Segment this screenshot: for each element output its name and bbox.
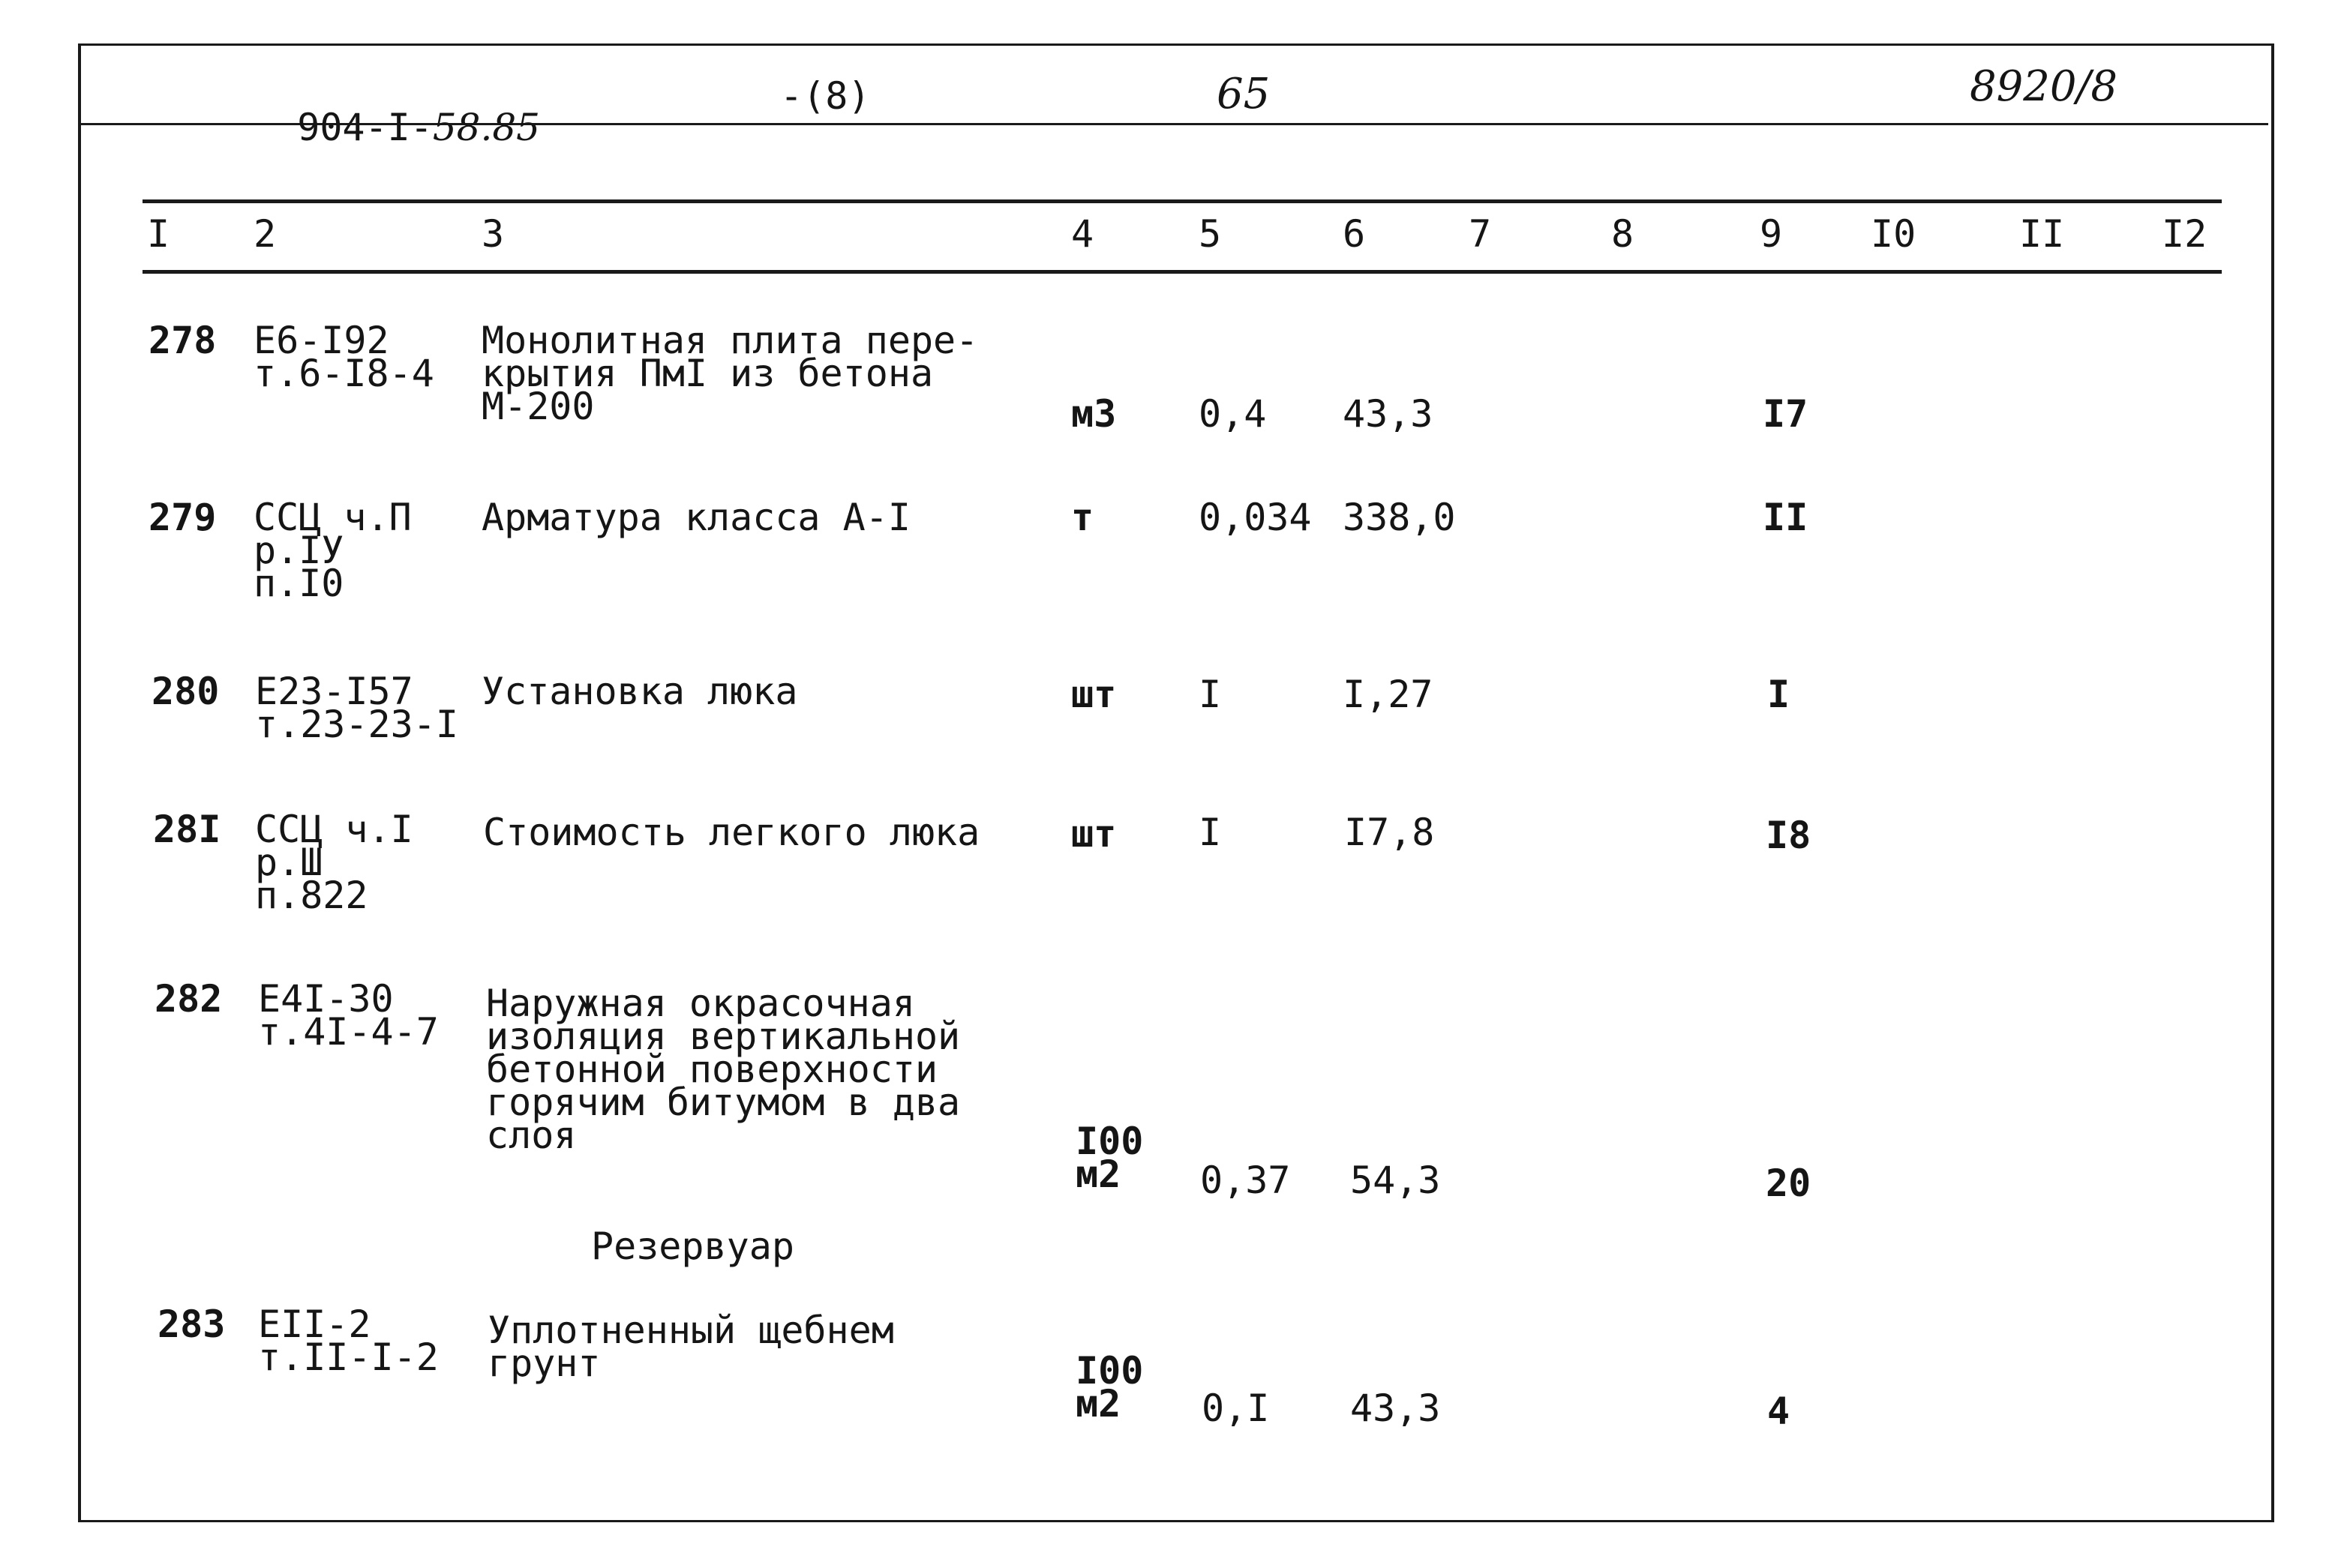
- col-header-9: 9: [1760, 212, 1783, 256]
- row-description: Наружная окрасочная изоляция вертикальной бетонной поверхности горячим битумом в два слоя: [486, 982, 961, 1157]
- row-quantity: 0,37: [1200, 1159, 1291, 1202]
- row-col9: II: [1763, 496, 1808, 539]
- row-price: I,27: [1343, 673, 1433, 716]
- row-price: 43,3: [1350, 1387, 1441, 1430]
- col-header-10: I0: [1871, 212, 1916, 256]
- row-description: Установка люка: [482, 670, 798, 713]
- row-col9: 4: [1767, 1390, 1790, 1433]
- row-price: 338,0: [1343, 496, 1456, 539]
- row-price: 54,3: [1350, 1159, 1441, 1202]
- row-number: 278: [149, 319, 217, 362]
- col-header-8: 8: [1611, 212, 1634, 256]
- col-header-5: 5: [1199, 212, 1222, 256]
- row-code: E4I-30 т.4I-4-7: [258, 977, 439, 1054]
- page-number: 65: [1217, 70, 1271, 118]
- row-unit: I00 м2: [1076, 1120, 1144, 1196]
- row-quantity: 0,4: [1199, 392, 1267, 436]
- archive-number: 8920/8: [1970, 62, 2118, 111]
- row-price: 43,3: [1343, 392, 1433, 436]
- row-number: 282: [155, 977, 223, 1021]
- row-col9: I: [1767, 673, 1790, 716]
- row-col9: 20: [1766, 1162, 1811, 1205]
- table-header-rule: [143, 270, 2222, 274]
- col-header-4: 4: [1071, 212, 1094, 256]
- document-code: [252, 78, 540, 149]
- row-description: Арматура класса А-I: [482, 496, 911, 539]
- row-unit: т: [1071, 496, 1094, 539]
- row-number: 280: [152, 670, 220, 713]
- page-frame: [78, 43, 2274, 1522]
- col-header-6: 6: [1343, 212, 1366, 256]
- row-code: ССЦ ч.П р.IУ п.I0: [254, 496, 412, 605]
- row-unit: I00 м2: [1076, 1349, 1144, 1426]
- row-code: ССЦ ч.I р.Ш п.822: [255, 808, 413, 917]
- row-col9: I8: [1766, 814, 1811, 857]
- row-quantity: I: [1199, 673, 1222, 716]
- row-quantity: I: [1199, 811, 1222, 854]
- row-code: E6-I92 т.6-I8-4: [254, 319, 434, 395]
- row-description: Монолитная плита пере- крытия ПмI из бетона М-200: [482, 319, 979, 428]
- col-header-12: I2: [2162, 212, 2207, 256]
- col-header-2: 2: [254, 212, 277, 256]
- section-number: -(8): [780, 74, 871, 118]
- row-number: 283: [158, 1303, 226, 1346]
- row-code: EII-2 т.II-I-2: [258, 1303, 439, 1379]
- row-price: I7,8: [1344, 811, 1435, 854]
- col-header-11: II: [2019, 212, 2065, 256]
- document-code-printed: 904-I-: [297, 106, 433, 149]
- row-unit: шт: [1071, 812, 1117, 856]
- section-heading: Резервуар: [591, 1225, 794, 1268]
- col-header-3: 3: [482, 212, 505, 256]
- row-col9: I7: [1763, 392, 1808, 436]
- row-code: E23-I57 т.23-23-I: [255, 670, 458, 746]
- table-top-rule: [143, 199, 2222, 203]
- document-code-handwritten: 58.85: [432, 106, 540, 149]
- row-unit: м3: [1071, 392, 1117, 436]
- row-description: Стоимость легкого люка: [483, 811, 980, 854]
- col-header-7: 7: [1469, 212, 1492, 256]
- row-description: Уплотненный щебнем грунт: [488, 1309, 894, 1385]
- row-quantity: 0,034: [1199, 496, 1312, 539]
- row-unit: шт: [1071, 673, 1117, 716]
- row-quantity: 0,I: [1202, 1387, 1270, 1430]
- col-header-1: I: [147, 212, 170, 256]
- row-number: 279: [149, 496, 217, 539]
- row-number: 28I: [153, 808, 221, 851]
